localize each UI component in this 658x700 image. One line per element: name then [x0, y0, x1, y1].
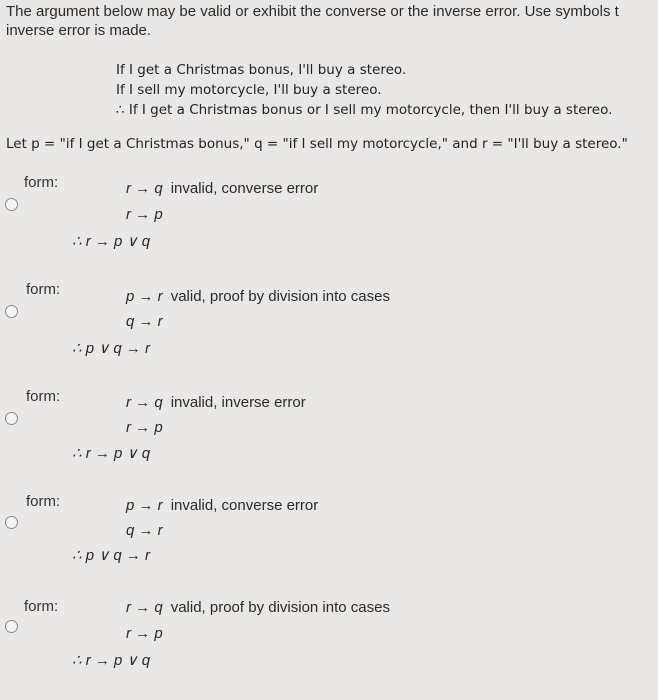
form-conclusion: ∴ r → p ∨ q [72, 445, 151, 462]
form-premise-2: r → p [126, 419, 163, 436]
form-premise-1: p → r [126, 497, 163, 514]
form-label: form: [26, 281, 61, 298]
premise-2: If I sell my motorcycle, I'll buy a stereo. [116, 82, 382, 98]
form-premise-1: r → q [126, 394, 163, 411]
argument-block [116, 60, 612, 120]
radio-button[interactable] [5, 516, 18, 529]
form-conclusion: ∴ p ∨ q → r [72, 340, 151, 357]
form-line-1 [126, 180, 318, 197]
radio-button[interactable] [5, 620, 18, 633]
form-line-1 [126, 497, 318, 514]
form-premise-2: r → p [126, 206, 163, 223]
instructions [6, 2, 658, 40]
form-verdict: invalid, converse error [170, 497, 319, 514]
form-label: form: [26, 388, 61, 405]
form-line-1 [126, 599, 390, 616]
form-conclusion: ∴ r → p ∨ q [72, 233, 151, 250]
form-conclusion: ∴ p ∨ q → r [72, 547, 151, 564]
answer-option-5[interactable] [0, 596, 658, 696]
form-label: form: [24, 174, 59, 191]
premise-1: If I get a Christmas bonus, I'll buy a stereo. [116, 62, 407, 78]
form-line-1 [126, 394, 306, 411]
argument-conclusion: ∴ If I get a Christmas bonus or I sell my motorcycle, then I'll buy a stereo. [116, 102, 613, 118]
form-premise-1: r → q [126, 180, 163, 197]
form-premise-1: p → r [126, 288, 163, 305]
radio-button[interactable] [5, 412, 18, 425]
form-verdict: invalid, inverse error [170, 394, 306, 411]
form-premise-1: r → q [126, 599, 163, 616]
instructions-line-1: The argument below may be valid or exhibit the converse or the inverse error. Use symbols t [6, 3, 619, 20]
instructions-line-2: inverse error is made. [6, 22, 152, 39]
answer-option-3[interactable] [0, 386, 658, 486]
form-verdict: valid, proof by division into cases [170, 599, 390, 616]
form-verdict: invalid, converse error [170, 180, 319, 197]
form-verdict: valid, proof by division into cases [170, 288, 390, 305]
variable-definitions: Let p = "if I get a Christmas bonus," q = "if I sell my motorcycle," and r = "I'll buy a stereo." [6, 136, 628, 152]
form-premise-2: r → p [126, 625, 163, 642]
form-label: form: [26, 493, 61, 510]
form-premise-2: q → r [126, 313, 163, 330]
answer-option-1[interactable] [0, 170, 658, 270]
form-premise-2: q → r [126, 522, 163, 539]
form-conclusion: ∴ r → p ∨ q [72, 652, 151, 669]
form-label: form: [24, 598, 59, 615]
answer-option-2[interactable] [0, 278, 658, 378]
radio-button[interactable] [5, 305, 18, 318]
radio-button[interactable] [5, 198, 18, 211]
answer-option-4[interactable] [0, 490, 658, 590]
form-line-1 [126, 288, 390, 305]
